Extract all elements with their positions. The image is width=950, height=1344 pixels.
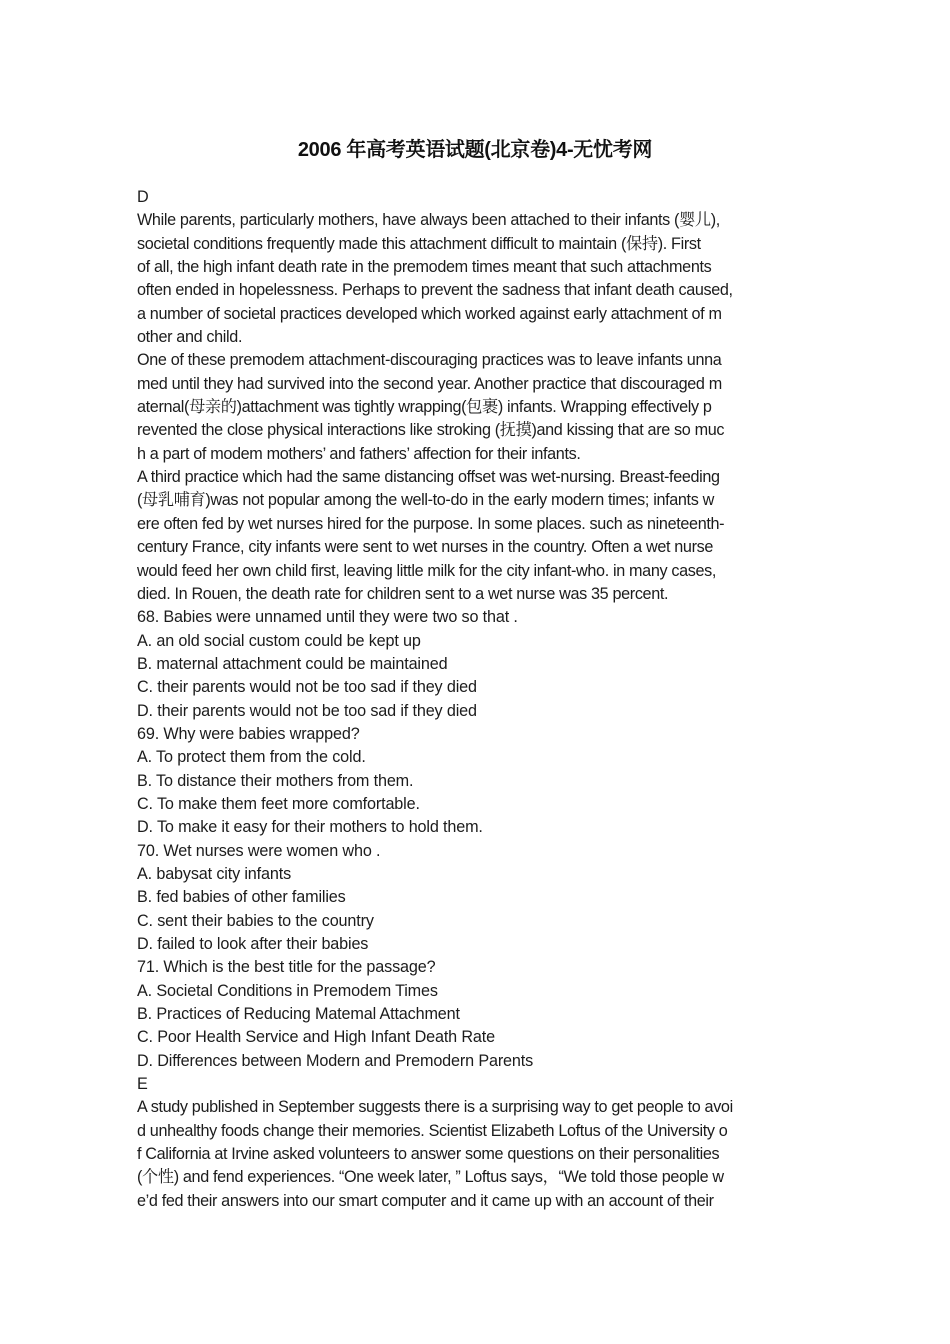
section-label-d: D [137, 188, 149, 206]
passage-line: A third practice which had the same distancing offset was wet-nursing. Breast-feeding [137, 468, 720, 487]
passage-line: While parents, particularly mothers, have always been attached to their infants (婴儿), [137, 211, 720, 230]
question-69: 69. Why were babies wrapped? [137, 724, 360, 743]
option-71-c: C. Poor Health Service and High Infant Death Rate [137, 1028, 495, 1047]
passage-line: of all, the high infant death rate in the premodem times meant that such attachments [137, 258, 712, 277]
passage-line: (个性) and fend experiences. “One week later, ” Loftus says，“We told those people w [137, 1168, 724, 1187]
passage-line: e’d fed their answers into our smart computer and it came up with an account of their [137, 1191, 714, 1210]
document-body [137, 186, 817, 1213]
option-68-b: B. maternal attachment could be maintained [137, 654, 448, 673]
option-71-a: A. Societal Conditions in Premodem Times [137, 981, 438, 1000]
passage-line: revented the close physical interactions like stroking (抚摸)and kissing that are so muc [137, 421, 725, 440]
passage-line: A study published in September suggests there is a surprising way to get people to avoi [137, 1098, 733, 1117]
passage-line: century France, city infants were sent to wet nurses in the country. Often a wet nurse [137, 538, 714, 557]
passage-line: died. In Rouen, the death rate for children sent to a wet nurse was 35 percent. [137, 584, 669, 603]
passage-line: d unhealthy foods change their memories. Scientist Elizabeth Loftus of the University o [137, 1121, 728, 1140]
passage-line: societal conditions frequently made this attachment difficult to maintain (保持). First [137, 234, 701, 253]
section-label-e: E [137, 1075, 148, 1094]
passage-line: often ended in hopelessness. Perhaps to prevent the sadness that infant death caused, [137, 281, 733, 300]
option-69-b: B. To distance their mothers from them. [137, 771, 414, 790]
option-69-c: C. To make them feet more comfortable. [137, 794, 420, 813]
option-70-a: A. babysat city infants [137, 864, 292, 883]
passage-line: ere often fed by wet nurses hired for the purpose. In some places. such as nineteenth- [137, 514, 725, 533]
passage-line: aternal(母亲的)attachment was tightly wrapping(包裹) infants. Wrapping effectively p [137, 398, 712, 417]
passage-line: other and child. [137, 328, 243, 347]
passage-line: (母乳哺育)was not popular among the well-to-do in the early modern times; infants w [137, 491, 714, 510]
passage-line: med until they had survived into the second year. Another practice that discouraged m [137, 374, 722, 393]
option-68-a: A. an old social custom could be kept up [137, 631, 421, 650]
option-71-d: D. Differences between Modern and Premodern Parents [137, 1051, 534, 1070]
option-69-a: A. To protect them from the cold. [137, 748, 366, 767]
passage-line: would feed her own child first, leaving little milk for the city infant-who. in many cases, [137, 561, 717, 580]
document-title: 2006 年高考英语试题(北京卷)4-无忧考网 [297, 139, 653, 161]
question-71: 71. Which is the best title for the passage? [137, 958, 436, 977]
passage-line: a number of societal practices developed which worked against early attachment of m [137, 304, 722, 323]
option-68-c: C. their parents would not be too sad if they died [137, 678, 477, 697]
passage-line: h a part of modem mothers’ and fathers’ affection for their infants. [137, 444, 581, 463]
passage-line: One of these premodem attachment-discouraging practices was to leave infants unna [137, 351, 722, 370]
option-69-d: D. To make it easy for their mothers to hold them. [137, 818, 483, 837]
question-68: 68. Babies were unnamed until they were two so that . [137, 608, 518, 627]
passage-line: f California at Irvine asked volunteers to answer some questions on their personalities [137, 1145, 720, 1164]
option-70-b: B. fed babies of other families [137, 888, 346, 907]
option-70-d: D. failed to look after their babies [137, 935, 369, 953]
option-70-c: C. sent their babies to the country [137, 911, 374, 930]
question-70: 70. Wet nurses were women who . [137, 841, 381, 860]
option-71-b: B. Practices of Reducing Matemal Attachment [137, 1005, 460, 1024]
option-68-d: D. their parents would not be too sad if they died [137, 701, 477, 720]
